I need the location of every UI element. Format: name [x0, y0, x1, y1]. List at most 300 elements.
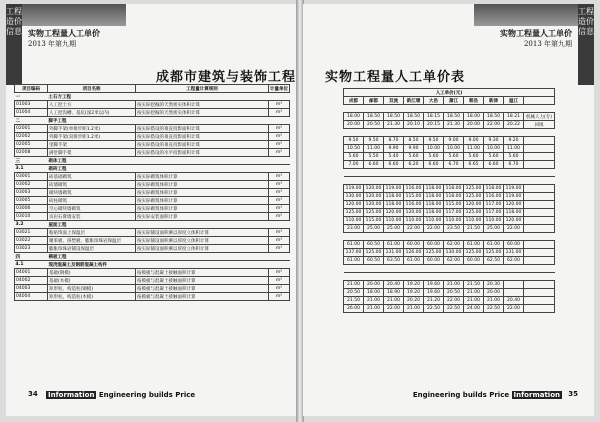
table-cell	[424, 233, 444, 241]
table-cell: 20.50	[344, 289, 364, 297]
table-cell	[524, 281, 555, 289]
table-cell	[524, 177, 555, 185]
table-cell: 21.50	[464, 225, 484, 233]
table-cell: 9.20	[504, 137, 524, 145]
table-cell: 01003	[15, 101, 48, 109]
table-cell: 120.00	[404, 209, 424, 217]
table-cell	[384, 233, 404, 241]
table-cell: 60.00	[424, 257, 444, 265]
table-cell	[136, 93, 269, 101]
table-cell: 125.00	[424, 249, 444, 257]
table-cell: 5.50	[364, 153, 384, 161]
table-cell: 9.50	[424, 137, 444, 145]
table-cell	[269, 165, 290, 173]
table-cell: 9.90	[384, 145, 404, 153]
table-cell: 20.10	[404, 121, 424, 129]
table-cell: 砌块墙砌筑	[48, 189, 136, 197]
table-cell	[484, 105, 504, 113]
group-header: 人工单价(元)	[344, 89, 555, 97]
table-cell: 20.20	[404, 297, 424, 305]
right-page-title: 实物工程量人工单价表	[325, 70, 466, 85]
col-region: 新江堰	[404, 97, 424, 105]
table-cell: 18.15	[424, 113, 444, 121]
table-cell: 03022	[15, 237, 48, 245]
table-cell	[504, 177, 524, 185]
table-cell	[504, 233, 524, 241]
table-cell	[464, 273, 484, 281]
table-cell	[524, 225, 555, 233]
table-cell	[404, 273, 424, 281]
table-cell: 21.00	[364, 297, 384, 305]
col-region: 成都	[344, 97, 364, 105]
table-cell: 118.00	[424, 193, 444, 201]
table-cell	[524, 297, 555, 305]
table-cell: 03002	[15, 181, 48, 189]
right-footer-info: Information	[513, 391, 560, 399]
table-cell: 115.00	[404, 193, 424, 201]
table-cell: 里脚手架	[48, 141, 136, 149]
table-cell: 20.50	[364, 121, 384, 129]
table-cell: 9.00	[444, 137, 464, 145]
table-cell	[524, 137, 555, 145]
table-cell	[524, 265, 555, 273]
table-cell	[136, 165, 269, 173]
table-cell: 117.00	[444, 209, 464, 217]
col-region	[524, 97, 555, 105]
table-cell: 118.00	[484, 185, 504, 193]
table-cell	[269, 93, 290, 101]
table-cell	[484, 169, 504, 177]
table-cell: 5.60	[504, 153, 524, 161]
table-cell: 18.50	[364, 113, 384, 121]
table-cell: m³	[269, 189, 290, 197]
table-row	[15, 237, 290, 245]
table-cell	[464, 169, 484, 177]
table-cell: 26.00	[344, 305, 364, 313]
right-header	[500, 28, 572, 49]
table-cell: 18.50	[404, 113, 424, 121]
table-row	[344, 297, 555, 305]
table-cell	[444, 265, 464, 273]
table-row	[344, 153, 555, 161]
table-cell: 03021	[15, 229, 48, 237]
table-cell	[504, 169, 524, 177]
table-cell: 21.00	[444, 281, 464, 289]
table-cell	[484, 233, 504, 241]
table-cell: 02002	[15, 133, 48, 141]
table-cell: 基础(木模)	[48, 277, 136, 285]
table-cell: 110.00	[404, 217, 424, 225]
table-cell: 63.50	[384, 257, 404, 265]
table-cell	[424, 265, 444, 273]
table-cell: 119.00	[504, 193, 524, 201]
right-banner-image	[474, 4, 594, 26]
table-cell: 110.00	[484, 217, 504, 225]
table-cell: m³	[269, 101, 290, 109]
left-page-title: 成都市建筑与装饰工程	[156, 70, 297, 85]
table-cell: 6.65	[464, 161, 484, 169]
table-row	[344, 305, 555, 313]
table-cell: 模板工程	[48, 253, 136, 261]
left-banner-image	[6, 4, 126, 26]
right-table-header	[344, 97, 555, 105]
table-cell: 11.00	[364, 145, 384, 153]
table-cell: 130.00	[344, 193, 364, 201]
table-cell: 按实际砌筑体积计算	[136, 173, 269, 181]
table-cell: 6.60	[484, 161, 504, 169]
table-cell: 土石方工程	[48, 93, 136, 101]
table-cell	[384, 169, 404, 177]
table-cell: 21.00	[364, 305, 384, 313]
table-row	[344, 257, 555, 265]
table-cell: 20.00	[364, 281, 384, 289]
table-row	[15, 229, 290, 237]
left-table	[14, 84, 290, 301]
right-footer	[311, 390, 586, 402]
table-cell: 按实际砌筑体积计算	[136, 189, 269, 197]
table-cell: 砖基础砌筑	[48, 173, 136, 181]
table-cell	[464, 129, 484, 137]
table-row	[344, 217, 555, 225]
table-cell: 125.00	[464, 249, 484, 257]
table-cell: 03006	[15, 205, 48, 213]
table-cell: 118.00	[504, 209, 524, 217]
table-cell	[344, 105, 364, 113]
table-cell: m²	[269, 141, 290, 149]
table-cell: 6.60	[384, 161, 404, 169]
table-cell	[524, 233, 555, 241]
table-row	[15, 141, 290, 149]
table-cell: 117.00	[484, 209, 504, 217]
table-cell: 60.00	[504, 241, 524, 249]
table-cell: 6.60	[424, 161, 444, 169]
table-cell	[344, 129, 364, 137]
table-cell: 21.00	[344, 281, 364, 289]
table-row	[15, 245, 290, 253]
table-cell: 脚手工程	[48, 117, 136, 125]
table-cell	[364, 129, 384, 137]
table-cell: 60.00	[424, 241, 444, 249]
table-cell: 125.00	[344, 209, 364, 217]
right-footer-text: Engineering builds Price	[412, 391, 510, 399]
table-cell: 5.60	[484, 153, 504, 161]
table-cell	[444, 129, 464, 137]
table-cell: 18.50	[484, 113, 504, 121]
table-row	[15, 277, 290, 285]
table-cell	[404, 129, 424, 137]
table-cell	[484, 129, 504, 137]
table-cell	[524, 153, 555, 161]
right-table-group-header	[344, 89, 555, 97]
table-cell: 按实际砌筑体积计算	[136, 205, 269, 213]
table-cell	[444, 169, 464, 177]
table-cell	[524, 193, 555, 201]
table-cell	[404, 233, 424, 241]
table-cell	[524, 145, 555, 153]
table-cell: 03023	[15, 245, 48, 253]
table-cell: 8.50	[404, 137, 424, 145]
table-cell: 砖墙砌筑	[48, 181, 136, 189]
table-row	[15, 109, 290, 117]
table-cell: 118.00	[384, 201, 404, 209]
table-cell	[444, 273, 464, 281]
table-cell: 5.60	[424, 153, 444, 161]
table-cell	[484, 177, 504, 185]
table-cell: 21.30	[384, 121, 404, 129]
table-cell	[464, 105, 484, 113]
table-cell: 4.1	[15, 261, 48, 269]
table-cell: m³	[269, 181, 290, 189]
table-cell: 23.50	[444, 225, 464, 233]
section-row	[15, 157, 290, 165]
table-cell: 61.00	[384, 241, 404, 249]
table-cell	[344, 273, 364, 281]
table-cell: 20.00	[484, 289, 504, 297]
table-cell: m²	[269, 277, 290, 285]
table-row	[344, 249, 555, 257]
table-cell: 25.00	[364, 225, 384, 233]
table-cell: 04004	[15, 293, 48, 301]
table-cell: 20.00	[464, 121, 484, 129]
table-cell: 页岩石膏墙安装	[48, 213, 136, 221]
section-row	[15, 221, 290, 229]
table-cell	[504, 289, 524, 297]
table-cell: 按实际安装面积计算	[136, 213, 269, 221]
table-cell	[524, 241, 555, 249]
table-cell: 21.30	[444, 121, 464, 129]
table-cell	[384, 177, 404, 185]
section-row	[15, 253, 290, 261]
table-cell: 22.00	[484, 121, 504, 129]
table-cell	[504, 105, 524, 113]
table-cell	[136, 157, 269, 165]
table-cell	[364, 105, 384, 113]
table-cell: 21.00	[384, 297, 404, 305]
table-cell	[524, 169, 555, 177]
table-cell: 20.00	[344, 121, 364, 129]
left-footer-banner	[46, 391, 195, 399]
table-cell: 四	[15, 253, 48, 261]
table-cell: 02001	[15, 125, 48, 133]
left-footer-info: Information	[48, 391, 95, 399]
section-row	[344, 233, 555, 241]
table-cell: 机械人力(专)	[524, 113, 555, 121]
table-row	[15, 213, 290, 221]
table-cell: 117.00	[484, 201, 504, 209]
table-cell: 22.00	[384, 305, 404, 313]
table-cell: 11.00	[464, 145, 484, 153]
table-cell	[524, 105, 555, 113]
table-cell: 22.50	[424, 305, 444, 313]
table-cell: 125.00	[464, 209, 484, 217]
table-cell: 118.00	[444, 193, 464, 201]
table-cell	[344, 265, 364, 273]
table-cell	[524, 161, 555, 169]
table-cell: 18.90	[384, 289, 404, 297]
left-footer	[14, 390, 289, 402]
table-cell: 膨胀珍珠岩铺设保温层	[48, 245, 136, 253]
table-row	[344, 225, 555, 233]
table-cell: m²	[269, 125, 290, 133]
table-cell: 7.00	[344, 161, 364, 169]
table-row	[15, 285, 290, 293]
table-cell: 砌体工程	[48, 157, 136, 165]
table-cell: 按模板与混凝土接触面积计算	[136, 269, 269, 277]
table-cell: 21.20	[424, 297, 444, 305]
table-cell: 125.00	[464, 193, 484, 201]
table-cell: 10.00	[444, 145, 464, 153]
table-cell: 屋面工程	[48, 221, 136, 229]
table-cell	[424, 177, 444, 185]
section-row	[344, 105, 555, 113]
table-cell	[444, 105, 464, 113]
table-cell	[504, 273, 524, 281]
table-cell: 外脚手架(双排步距1.2米)	[48, 133, 136, 141]
table-cell: 19.20	[404, 289, 424, 297]
col-region: 大邑	[424, 97, 444, 105]
table-cell: 聚苯板、挤塑板、膨胀珍珠岩保温层	[48, 237, 136, 245]
table-cell: m²	[269, 269, 290, 277]
table-cell: 04001	[15, 269, 48, 277]
col-rule: 工程量计算规则	[136, 85, 269, 93]
table-cell: 20.15	[424, 121, 444, 129]
table-cell	[464, 233, 484, 241]
table-cell	[364, 265, 384, 273]
table-cell: 按实际砌筑体积计算	[136, 197, 269, 205]
table-cell: 116.00	[484, 193, 504, 201]
table-row	[344, 113, 555, 121]
table-cell: 110.00	[384, 217, 404, 225]
table-row	[344, 185, 555, 193]
table-cell	[269, 157, 290, 165]
table-cell: 130.00	[444, 249, 464, 257]
table-cell	[136, 117, 269, 125]
table-cell: 02008	[15, 149, 48, 157]
table-row	[15, 205, 290, 213]
table-cell	[136, 261, 269, 269]
table-row	[344, 137, 555, 145]
right-footer-banner	[413, 391, 562, 399]
table-cell: 空心砌块墙砌筑	[48, 205, 136, 213]
left-table-header	[15, 85, 290, 93]
table-cell: 21.50	[344, 297, 364, 305]
table-cell: 118.00	[384, 193, 404, 201]
table-cell: 25.00	[484, 225, 504, 233]
table-cell	[344, 169, 364, 177]
col-region: 双流	[384, 97, 404, 105]
table-cell: 矩形柱、构造柱(钢模)	[48, 285, 136, 293]
table-cell	[364, 177, 384, 185]
left-header	[28, 28, 100, 49]
table-cell: 6.70	[504, 161, 524, 169]
table-cell: 按实际铺设面积乘以厚度立体积计算	[136, 245, 269, 253]
table-row	[15, 269, 290, 277]
table-cell: 110.00	[464, 217, 484, 225]
table-cell: 3.1	[15, 165, 48, 173]
table-cell: 04003	[15, 285, 48, 293]
col-unit: 计量单位	[270, 86, 288, 92]
table-cell	[384, 129, 404, 137]
table-cell: 62.00	[444, 241, 464, 249]
table-cell: 120.00	[364, 193, 384, 201]
table-cell: 01004	[15, 109, 48, 117]
table-cell: 22.00	[424, 225, 444, 233]
table-cell: m²	[269, 293, 290, 301]
table-cell: 110.00	[424, 217, 444, 225]
table-cell: 5.40	[384, 153, 404, 161]
col-region: 新津	[484, 97, 504, 105]
table-cell	[424, 129, 444, 137]
right-side-tab: 工程造价信息	[578, 4, 594, 85]
table-cell	[269, 117, 290, 125]
table-row	[15, 173, 290, 181]
table-cell: m²	[269, 213, 290, 221]
table-cell: 砖柱砌筑	[48, 197, 136, 205]
table-row	[344, 289, 555, 297]
table-cell: 外脚手架(单排步距1.2米)	[48, 125, 136, 133]
table-cell: 21.00	[464, 289, 484, 297]
table-cell: 115.00	[444, 201, 464, 209]
table-cell	[524, 289, 555, 297]
table-cell: 10.00	[424, 145, 444, 153]
table-cell	[484, 273, 504, 281]
section-row	[344, 273, 555, 281]
table-cell: 22.00	[504, 305, 524, 313]
table-cell: 现浇混凝土及钢筋混凝土构件	[48, 261, 136, 269]
table-cell: 20.22	[504, 121, 524, 129]
table-row	[344, 145, 555, 153]
table-cell	[444, 177, 464, 185]
table-cell: m²	[269, 285, 290, 293]
table-row	[15, 189, 290, 197]
table-cell: 60.00	[404, 241, 424, 249]
table-cell	[464, 177, 484, 185]
table-cell	[364, 169, 384, 177]
table-cell: m³	[269, 109, 290, 117]
table-cell: 120.00	[384, 209, 404, 217]
table-cell: 20.50	[444, 289, 464, 297]
table-cell: 125.00	[364, 249, 384, 257]
table-cell: 19.20	[404, 281, 424, 289]
table-cell: 20.30	[484, 281, 504, 289]
table-row	[344, 209, 555, 217]
right-header-title: 实物工程量人工单价	[500, 29, 572, 38]
table-cell	[364, 273, 384, 281]
table-row	[344, 161, 555, 169]
table-cell	[404, 169, 424, 177]
table-cell: 22.00	[404, 225, 424, 233]
table-cell: 20.40	[384, 281, 404, 289]
table-cell: 120.00	[344, 201, 364, 209]
col-name: 项目名称	[48, 85, 136, 93]
right-page-number: 35	[568, 390, 578, 398]
table-cell: 6.60	[364, 161, 384, 169]
table-cell: 18.00	[464, 113, 484, 121]
table-cell: 118.00	[424, 201, 444, 209]
section-row	[15, 117, 290, 125]
table-cell: 按实际搭设的垂直投影面积计算	[136, 133, 269, 141]
section-row	[344, 177, 555, 185]
table-cell: 02005	[15, 141, 48, 149]
table-cell	[524, 273, 555, 281]
table-cell: 按实际挖掘的天然密实体积计算	[136, 109, 269, 117]
table-cell: 19.60	[424, 289, 444, 297]
table-cell: 按模板与混凝土接触面积计算	[136, 277, 269, 285]
table-cell: 按实际搭设的水平投影面积计算	[136, 149, 269, 157]
table-cell: 按模板与混凝土接触面积计算	[136, 293, 269, 301]
table-cell: 61.00	[404, 257, 424, 265]
table-cell: 满堂脚手架	[48, 149, 136, 157]
